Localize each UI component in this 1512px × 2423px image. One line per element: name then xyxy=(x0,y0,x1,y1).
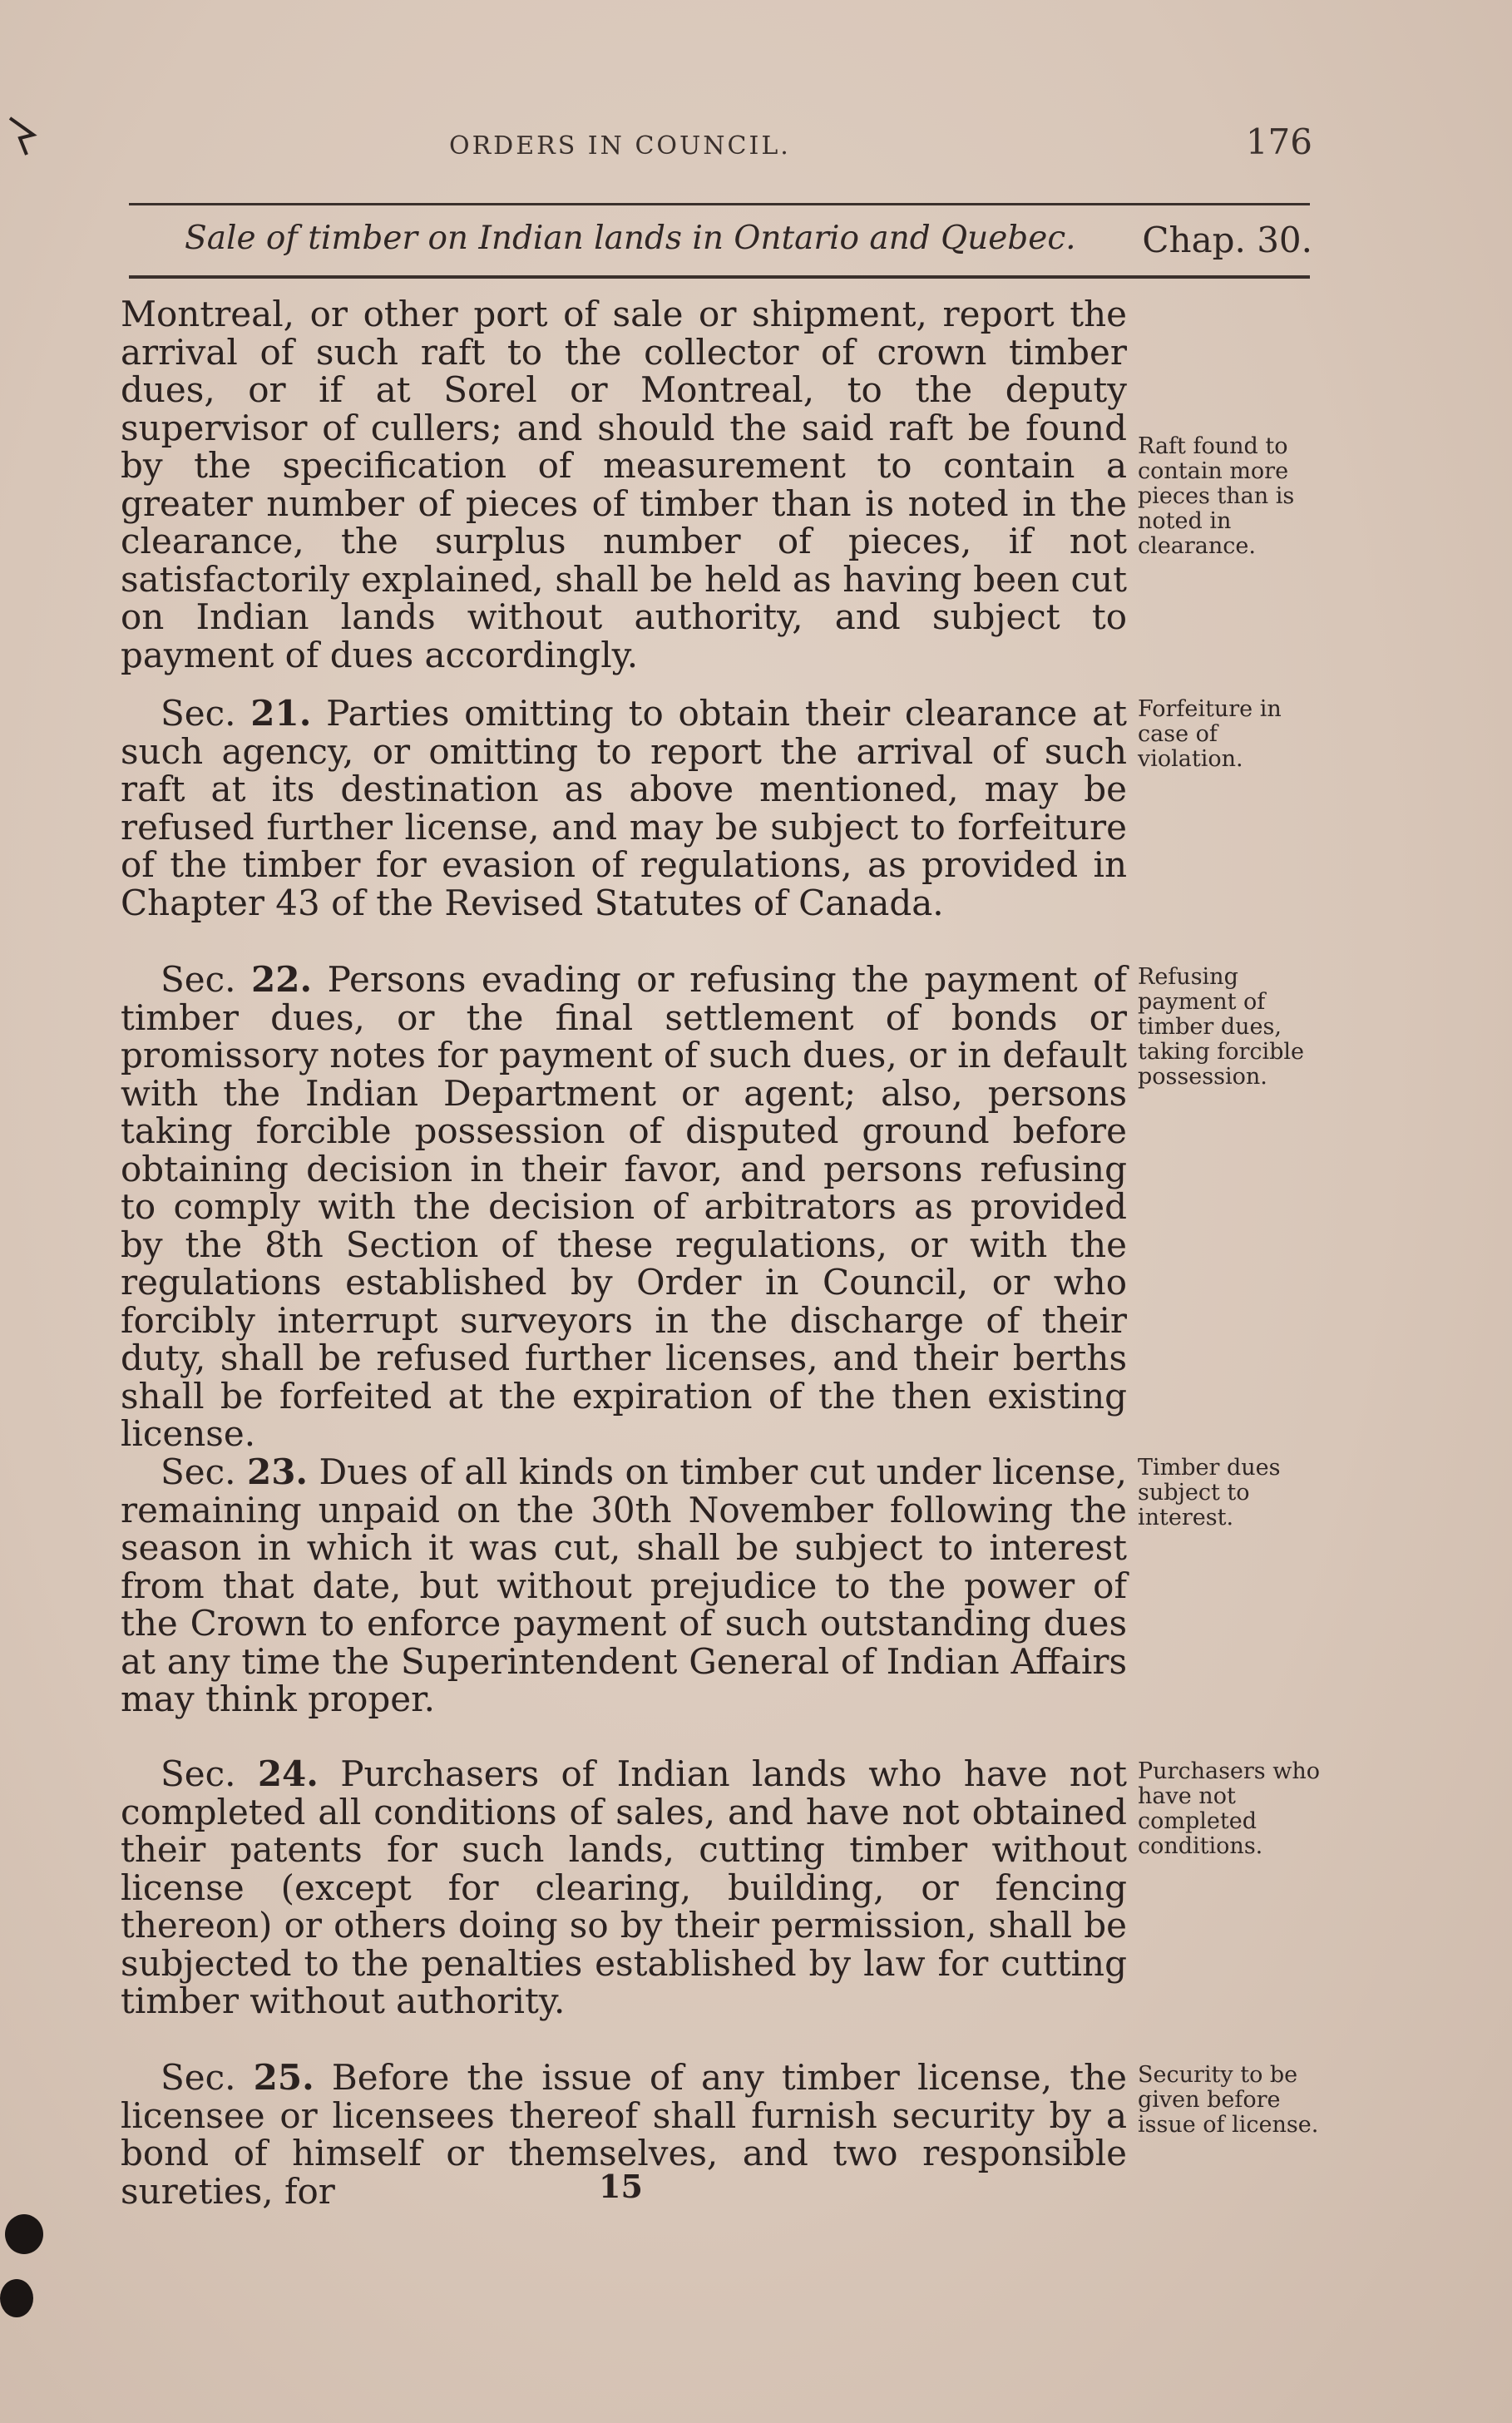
running-title: ORDERS IN COUNCIL. xyxy=(449,131,791,161)
margin-note-security: Security to be given before issue of license. xyxy=(1138,2062,1319,2138)
section-number: 21. xyxy=(250,693,312,734)
corner-mark-icon xyxy=(5,113,38,163)
page-number: 176 xyxy=(1245,121,1312,162)
header-rule-bottom xyxy=(129,275,1310,279)
section-label: Sec. xyxy=(161,2057,236,2098)
section-number: 22. xyxy=(251,959,313,1000)
ink-blot-lower xyxy=(0,2279,33,2317)
section-number: 24. xyxy=(257,1753,319,1794)
paragraph-text: Dues of all kinds on timber cut under license, remaining unpaid on the 30th November following the season in which it was cut, shall be subject to interest from that date, but without prejudice to the power of the Crown to enforce payment of such outstanding dues at any time the Superintendent General of Indian Affairs may think proper. xyxy=(121,1451,1127,1719)
section-subtitle: Sale of timber on Indian lands in Ontario and Quebec. xyxy=(185,220,1076,257)
section-label: Sec. xyxy=(161,959,236,1000)
paragraph-sec-23 xyxy=(121,1453,1127,1718)
ink-blot-upper xyxy=(5,2214,43,2254)
signature-mark: 15 xyxy=(599,2168,643,2205)
section-number: 25. xyxy=(253,2057,314,2098)
margin-note-forfeiture: Forfeiture in case of violation. xyxy=(1138,696,1282,772)
header-rule-top xyxy=(129,203,1310,205)
paragraph-continuation xyxy=(121,295,1127,674)
margin-note-interest: Timber dues subject to interest. xyxy=(1138,1455,1281,1530)
paragraph-text: Persons evading or refusing the payment of timber dues, or the final settlement of bonds or promissory notes for payment of such dues, or in default with the Indian Department or agent; also, persons taking forcible possession of disputed ground before obtaining decision in their favor, and persons refusing to comply with the decision of arbitrators as provided by the 8th Section of these regulations, or with the regulations established by Order in Council, or who forcibly interrupt surveyors in the discharge of their duty, shall be refused further licenses, and their berths shall be forfeited at the expiration of the then existing license. xyxy=(121,959,1127,1454)
section-number: 23. xyxy=(246,1451,309,1492)
section-label: Sec. xyxy=(161,693,236,734)
margin-note-refusing: Refusing payment of timber dues, taking forcible possession. xyxy=(1138,964,1305,1090)
paragraph-sec-22 xyxy=(121,961,1127,1453)
paragraph-text: Before the issue of any timber license, the licensee or licensees thereof shall furnish security by a bond of himself or themselves, and two responsible sureties, for xyxy=(121,2057,1127,2212)
paragraph-sec-24 xyxy=(121,1755,1127,2020)
section-label: Sec. xyxy=(161,1451,236,1492)
paragraph-text: Parties omitting to obtain their clearance at such agency, or omitting to report the arrival of such raft at its destination as above mentioned, may be refused further license, and may be subject to forfeiture of the timber for evasion of regulations, as provided in Chapter 43 of the Revised Statutes of Canada. xyxy=(121,693,1128,923)
paragraph-text: Montreal, or other port of sale or shipment, report the arrival of such raft to the collector of crown timber dues, or if at Sorel or Montreal, to the deputy supervisor of cullers; and should the said raft be found by the specification of measurement to contain a greater number of pieces of timber than is noted in the clearance, the surplus number of pieces, if not satisfactorily explained, shall be held as having been cut on Indian lands without authority, and subject to payment of dues accordingly. xyxy=(121,294,1127,675)
paragraph-sec-21 xyxy=(121,695,1127,922)
chapter-label: Chap. 30. xyxy=(1142,220,1312,260)
margin-note-purchasers: Purchasers who have not completed conditions. xyxy=(1138,1758,1321,1859)
paragraph-text: Purchasers of Indian lands who have not completed all conditions of sales, and have not obtained their patents for such lands, cutting timber without license (except for clearing, building, or fencing thereon) or others doing so by their permission, shall be subjected to the penalties established by law for cutting timber without authority. xyxy=(121,1753,1127,2021)
section-label: Sec. xyxy=(161,1753,236,1794)
margin-note-raft: Raft found to contain more pieces than is noted in clearance. xyxy=(1138,433,1295,559)
